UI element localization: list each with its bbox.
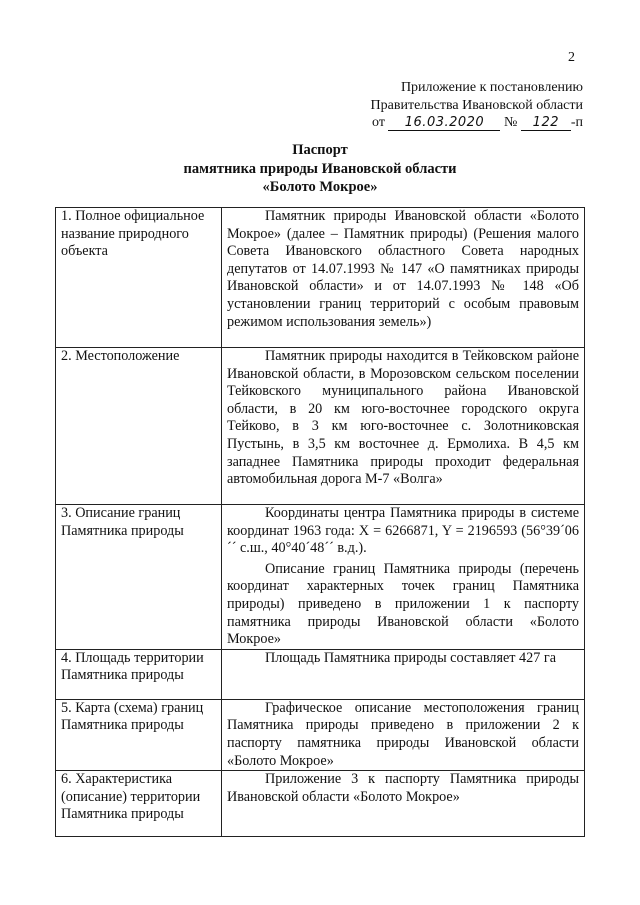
table-row	[56, 699, 585, 770]
from-label: от	[372, 115, 385, 130]
approval-line-1: Приложение к постановлению	[400, 80, 583, 95]
table-row	[56, 505, 585, 650]
row-label: 3. Описание границ Памятника природы	[56, 505, 222, 650]
title-line-2: памятника природы Ивановской области	[183, 160, 457, 177]
table-row	[56, 208, 585, 348]
table-row	[56, 771, 585, 837]
row-value	[222, 348, 585, 505]
passport-table	[55, 207, 585, 837]
row-paragraph: Описание границ Памятника природы (перечень координат характерных точек границ Памятника природы) приведено в приложении 1 к паспорту памятника природы Ивановской области «Болото Мокрое»	[227, 560, 579, 648]
document-date: 16.03.2020	[388, 115, 500, 131]
row-label: 1. Полное официальное название природного объекта	[56, 208, 222, 348]
row-value	[222, 505, 585, 650]
table-row	[56, 348, 585, 505]
approval-block	[371, 79, 583, 132]
approval-line-2: Правительства Ивановской области	[370, 97, 583, 113]
row-label: 6. Характеристика (описание) территории Памятника природы	[56, 771, 222, 837]
row-value	[222, 208, 585, 348]
row-label: 2. Местоположение	[56, 348, 222, 505]
table-row	[56, 649, 585, 699]
row-paragraph: Площадь Памятника природы составляет 427 га	[265, 649, 557, 666]
approval-date-line	[371, 114, 583, 132]
title-line-3: «Болото Мокрое»	[262, 179, 378, 195]
row-value	[222, 699, 585, 770]
page-number: 2	[568, 50, 575, 65]
row-value	[222, 771, 585, 837]
row-paragraph: Памятник природы находится в Тейковском районе Ивановской области, в Морозовском сельском поселении Тейковского муниципального района Ивановской области, в 20 км юго-восточнее городского округа Тейково, в 3 км юго-восточнее с. Золотниковская Пустынь, в 3,5 км восточнее д. Ермолиха. В 4,5 км западнее Памятника природы проходит федеральная автомобильная дорога М-7 «Волга»	[227, 348, 579, 488]
row-value	[222, 649, 585, 699]
title-line-1: Паспорт	[292, 142, 348, 158]
row-paragraph: Памятник природы Ивановской области «Болото Мокрое» (далее – Памятник природы) (Решения малого Совета Ивановского областного Совета народных депутатов от 14.07.1993 № 147 «О памятниках природы Ивановской области» и от 14.07.1993 № 148 «Об установлении границ территорий с особым правовым режимом использования земель»)	[227, 208, 579, 330]
document-number: 122	[521, 115, 571, 131]
row-paragraph: Графическое описание местоположения границ Памятника природы приведено в приложении 2 к паспорту памятника природы Ивановской области «Болото Мокрое»	[227, 699, 579, 769]
number-label: №	[503, 115, 518, 130]
row-paragraph: Координаты центра Памятника природы в системе координат 1963 года: X = 6266871, Y = 2196593 (56°39´06´´ с.ш., 40°40´48´´ в.д.).	[227, 505, 579, 557]
document-title	[0, 141, 640, 197]
row-label: 4. Площадь территории Памятника природы	[56, 649, 222, 699]
row-paragraph: Приложение 3 к паспорту Памятника природы Ивановской области «Болото Мокрое»	[227, 771, 579, 805]
number-suffix: -п	[570, 115, 583, 130]
row-label: 5. Карта (схема) границ Памятника природы	[56, 699, 222, 770]
